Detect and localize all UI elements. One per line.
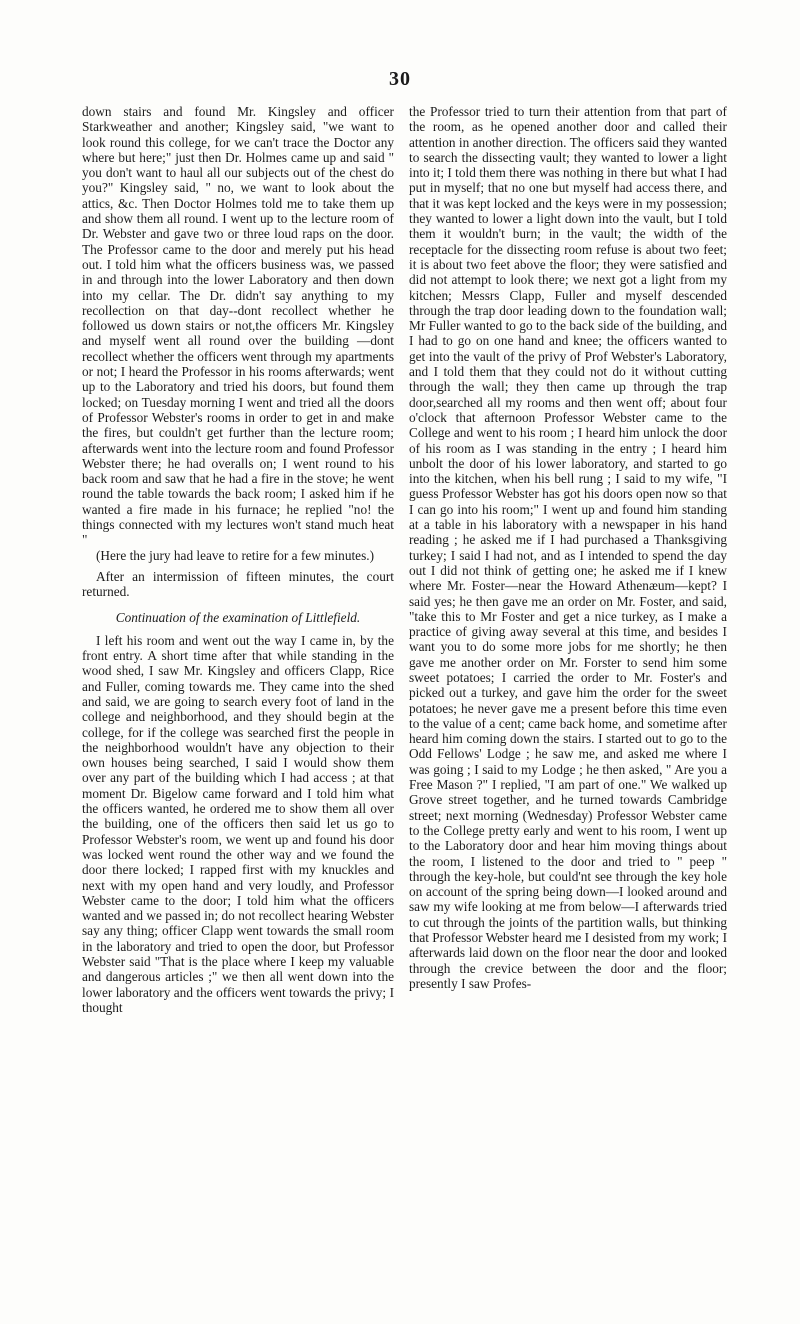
section-heading: Continuation of the examination of Littlefield. xyxy=(115,609,361,625)
paragraph: (Here the jury had leave to retire for a few minutes.) xyxy=(96,547,375,563)
paragraph: I left his room and went out the way I came in, by the front entry. A short time after that while standing in the wood shed, I saw Mr. Kingsley and officers Clapp, Rice and Fuller, coming towards me. They came into the shed and said, we are going to search every foot of land in the college and neighborhood, and they should begin at the college, for if the college was searched first the people in the neighborhood wouldn't have any objection to their own houses being searched, I said I would show them over any part of the building which I had access ; at that moment Dr. Bigelow came forward and I told him what the officers wanted, he ordered me to show them all over the building, one of the officers then said let us go to Professor Webster's room, we went up and found his door was locked went round the other way and we found the door there locked; I rapped first with my knuckles and next with my open hand and very loudly, and Professor Webster came to the door; I told him what the officers wanted and we passed in; do not recollect hearing Webster say any thing; officer Clapp went towards the small room in the laboratory and tried to open the door, but Professor Webster said "That is the place where I keep my valuable and dangerous articles ;" we then all went down into the lower laboratory and the officers went towards the privy; I thought xyxy=(82,632,394,1015)
paragraph: the Professor tried to turn their attention from that part of the room, as he opened another door and called their attention in another direction. The officers said they wanted to search the dissecting vault; they wanted to lower a light into it; I told them there was nothing in there but what I had put in myself; that no one but myself had access there, and that it was kept locked and the keys were in my possession; they wanted to lower a light down into the vault, but I told them it wouldn't burn; in the vault; the width of the receptacle for the dissecting room refuse is about two feet; it is about two feet above the floor; they were satisfied and did not attempt to look there; we next got a light from my kitchen; Messrs Clapp, Fuller and myself descended through the trap door leading down to the foundation wall; Mr Fuller wanted to go to the back side of the building, and I had to go on one hand and knee; the officers wanted to get into the vault of the privy of Prof Webster's Laboratory, and I told them that they could not do it without cutting through the wall; they then came up through the trap door,searched all my rooms and then went off; about four o'clock that afternoon Professor Webster came to the College and went to his room ; I heard him unlock the door of his room as I was standing in the entry ; I heard him unbolt the door of his lower laboratory, and started to go into the kitchen, when his bell rung ; I said to my wife, "I guess Professor Webster has got his doors open now so that I can go into his room;" I went up and found him standing at a table in his laboratory with a newspaper in his hand reading ; he asked me if I had purchased a Thanksgiving turkey; I said I had not, and as I intended to spend the day out I did not think of getting one; he asked me if I knew where Mr. Foster—near the Howard Athenæum—kept? I said yes; he then gave me an order on Mr. Foster, and said, "take this to Mr Foster and get a nice turkey, as I make a practice of giving away several at this time, and besides I want you to do some more jobs for me shortly; he then gave me another order on Mr. Forster to send him some sweet potatoes; I carried the order to Mr. Foster's and picked out a turkey, and gave him the order for the sweet potatoes; he never gave me a present before this time even to the value of a cent; came back home, and sometime after heard him coming down the stairs. I started out to go to the Odd Fellows' Lodge ; he saw me, and asked me where I was going ; I said to my Lodge ; he then asked, " Are you a Free Mason ?" I replied, "I am part of one." We walked up Grove street together, and he turned towards Cambridge street; next morning (Wednesday) Professor Webster came to the College pretty early and went to his room, I went up to the Laboratory door and hear him moving things about the room, I listened to the door and tried to " peep " through the key-hole, but could'nt see through the key hole on account of the spring being down—I looked around and saw my wife looking at me from below—I afterwards tried to cut through the joints of the partition walls, but thinking that Professor Webster heard me I desisted from my work; I afterwards laid down on the floor near the door and looked through the crevice between the door and the floor; presently I saw Profes- xyxy=(409,104,727,991)
paragraph: After an intermission of fifteen minutes, the court returned. xyxy=(82,568,394,600)
page-number: 30 xyxy=(389,68,411,90)
paragraph: down stairs and found Mr. Kingsley and officer Starkweather and another; Kingsley said, "we want to look round this college, for we can't trace the Doctor any where but here;" just then Dr. Holmes came up and said " you don't want to haul all our subjects out of the chest do you?" Kingsley said, " no, we want to look about the attics, &c. Then Doctor Holmes told me to take them up and show them all round. I went up to the lecture room of Dr. Webster and gave two or three loud raps on the door. The Professor came to the door and merely put his head out. I told him what the officers business was, we passed in and through into the lower Laboratory and then down into my cellar. The Dr. didn't say anything to my recollection on that day--dont recollect whether he followed us down stairs or not,the officers Mr. Kingsley and myself went all round over the building —dont recollect whether the officers went through my apartments or not; I heard the Professor in his rooms afterwards; went up to the Laboratory and tried his doors, but found them locked; on Tuesday morning I went and tried all the doors of Professor Webster's rooms in order to get in and make the fires, but couldn't get further than the lecture room; afterwards went into the lecture room and found Professor Webster there; he had overalls on; I went round to his back room and saw that he had a fire in the stove; he went round the table towards the back room; I asked him if he wanted a fire made in his furnace; he replied "no! the things connected with my lectures won't stand much heat " xyxy=(82,104,394,548)
left-column xyxy=(82,104,394,1015)
right-column xyxy=(409,104,727,991)
